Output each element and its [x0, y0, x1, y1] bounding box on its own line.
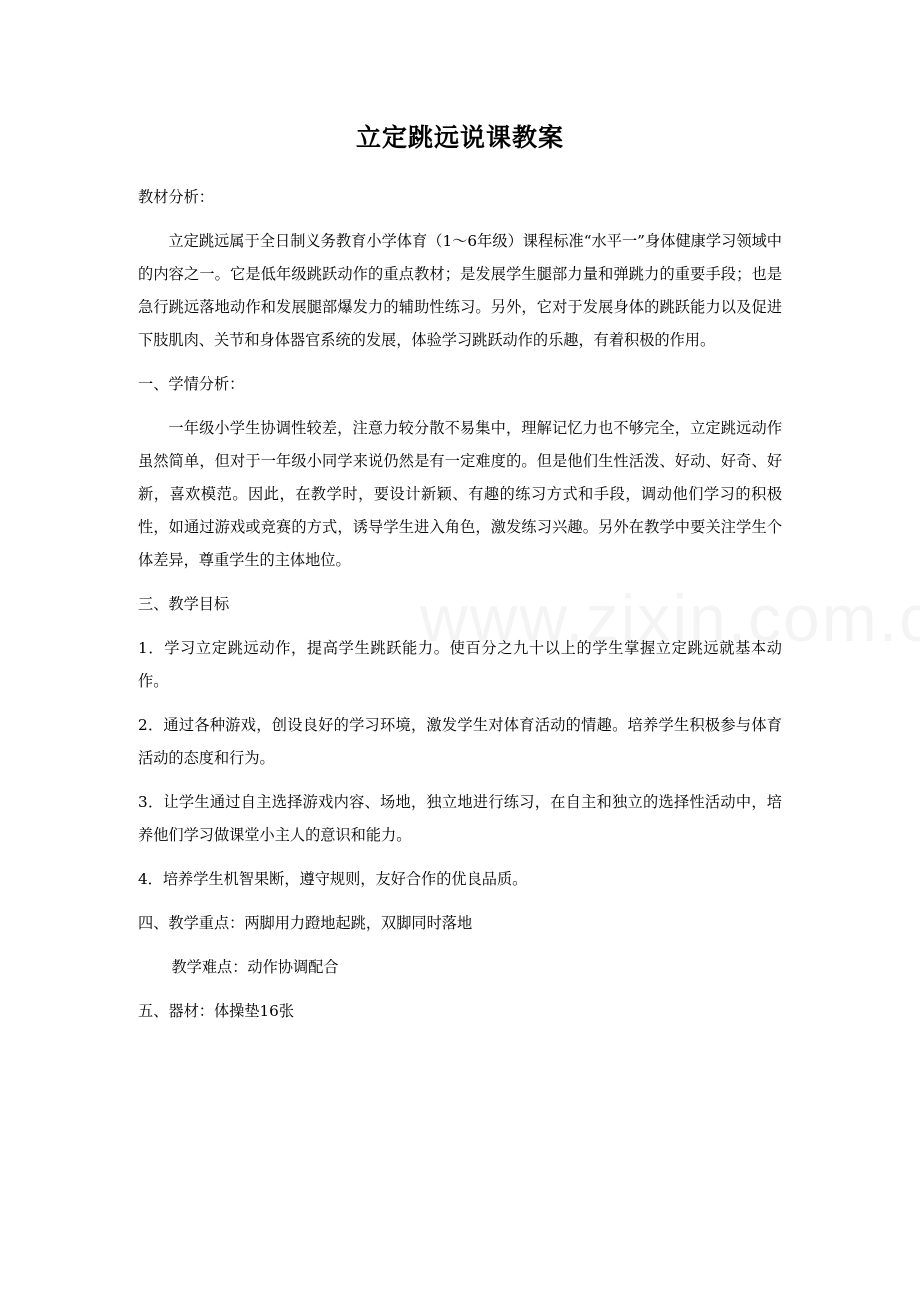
section-heading-student-analysis: 一、学情分析：	[138, 375, 245, 393]
teaching-difficulty: 教学难点：动作协调配合	[171, 958, 339, 976]
goal-item-2: 2．通过各种游戏，创设良好的学习环境，激发学生对体育活动的情趣。培养学生积极参与体育活动的态度和行为。	[138, 716, 782, 767]
document-title: 立定跳远说课教案	[355, 123, 564, 152]
section-heading-material-analysis: 教材分析：	[138, 188, 214, 206]
teaching-key-point: 四、教学重点：两脚用力蹬地起跳，双脚同时落地	[138, 914, 473, 932]
document-body	[138, 181, 782, 1039]
paragraph-material-analysis: 立定跳远属于全日制义务教育小学体育（1～6年级）课程标准“水平一”身体健康学习领域中的内容之一。它是低年级跳跃动作的重点教材；是发展学生腿部力量和弹跳力的重要手段；也是急行跳远落地动作和发展腿部爆发力的辅助性练习。另外，它对于发展身体的跳跃能力以及促进下肢肌肉、关节和身体器官系统的发展，体验学习跳跃动作的乐趣，有着积极的作用。	[138, 232, 782, 349]
goal-item-1: 1．学习立定跳远动作，提高学生跳跃能力。使百分之九十以上的学生掌握立定跳远就基本动作。	[138, 639, 782, 690]
goal-item-3: 3．让学生通过自主选择游戏内容、场地，独立地进行练习，在自主和独立的选择性活动中，培养他们学习做课堂小主人的意识和能力。	[138, 793, 782, 844]
paragraph-student-analysis: 一年级小学生协调性较差，注意力较分散不易集中，理解记忆力也不够完全，立定跳远动作虽然简单，但对于一年级小同学来说仍然是有一定难度的。但是他们生性活泼、好动、好奇、好新，喜欢模范。因此，在教学时，要设计新颖、有趣的练习方式和手段，调动他们学习的积极性，如通过游戏或竞赛的方式，诱导学生进入角色，激发练习兴趣。另外在教学中要关注学生个体差异，尊重学生的主体地位。	[138, 419, 782, 569]
section-heading-teaching-goals: 三、教学目标	[138, 595, 230, 613]
equipment-line: 五、器材：体操垫16张	[138, 1002, 295, 1020]
goal-item-4: 4．培养学生机智果断，遵守规则，友好合作的优良品质。	[138, 870, 528, 888]
